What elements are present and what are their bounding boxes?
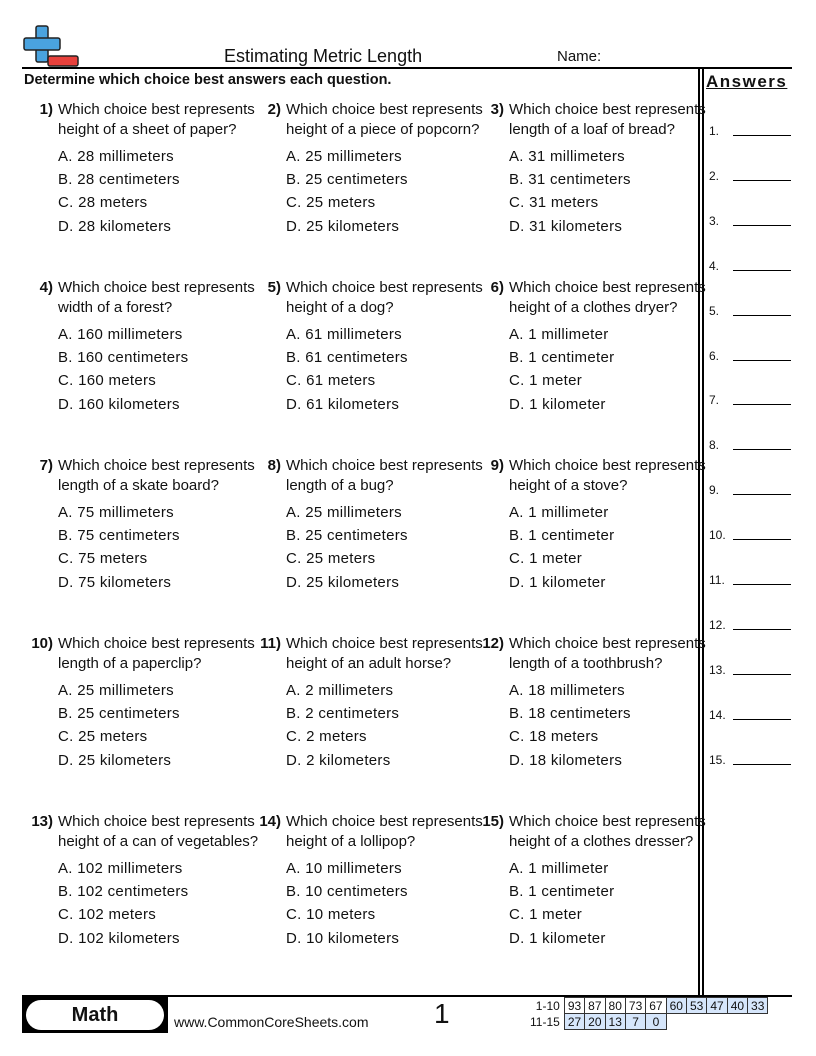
score-cell: 0: [646, 1014, 666, 1030]
answer-choice: C. 25 meters: [58, 728, 148, 746]
question-stem: Which choice best represents length of a loaf of bread?: [509, 101, 706, 138]
answer-choice: D. 160 kilometers: [58, 395, 180, 413]
answer-choice: C. 25 meters: [286, 194, 376, 212]
answer-blank[interactable]: [709, 618, 726, 632]
answer-choice: A. 31 millimeters: [509, 148, 625, 165]
answer-number: 6.: [709, 348, 720, 363]
score-cell: 33: [748, 998, 768, 1014]
answer-underline[interactable]: [733, 719, 791, 720]
answer-choice: B. 2 centimeters: [286, 705, 400, 723]
question-stem: Which choice best represents height of a can of vegetables?: [58, 813, 259, 850]
page-number: 1: [434, 998, 450, 1029]
score-row-label: 1-10: [535, 998, 560, 1013]
website-link[interactable]: www.CommonCoreSheets.com: [174, 1014, 369, 1030]
question-stem: Which choice best represents length of a skate board?: [58, 457, 255, 494]
answer-underline[interactable]: [733, 629, 791, 630]
answer-choice: B. 10 centimeters: [286, 883, 408, 901]
plus-minus-logo-icon: [22, 24, 80, 68]
answer-blank[interactable]: [709, 259, 719, 273]
score-cell: 93: [564, 998, 584, 1014]
question-number: 8): [267, 457, 281, 474]
answer-choice: B. 1 centimeter: [509, 527, 615, 545]
answer-choice: A. 61 millimeters: [286, 326, 402, 343]
answer-blank[interactable]: [709, 438, 719, 452]
question-3: [490, 100, 731, 238]
question-number: 5): [267, 279, 281, 296]
subject-label: Math: [26, 1000, 164, 1030]
answer-choice: A. 75 millimeters: [58, 504, 174, 521]
question-14: [259, 812, 508, 950]
question-12: [482, 634, 731, 772]
answer-choice: B. 61 centimeters: [286, 349, 408, 367]
answer-choice: A. 102 millimeters: [58, 860, 183, 877]
question-9: [490, 456, 731, 594]
question-number: 7): [39, 457, 53, 474]
question-5: [267, 278, 508, 416]
choice-list: [58, 679, 280, 772]
answer-number: 4.: [709, 258, 720, 273]
answer-choice: B. 102 centimeters: [58, 883, 189, 901]
answer-choice: A. 2 millimeters: [286, 682, 394, 699]
choice-list: [286, 501, 508, 594]
answer-choice: D. 2 kilometers: [286, 751, 391, 769]
answer-underline[interactable]: [733, 449, 791, 450]
question-stem: Which choice best represents height of a sheet of paper?: [58, 101, 255, 138]
answer-choice: C. 2 meters: [286, 728, 367, 746]
score-cell: 80: [605, 998, 625, 1014]
answer-choice: A. 18 millimeters: [509, 682, 625, 699]
answer-choice: C. 1 meter: [509, 906, 583, 924]
answer-choice: A. 1 millimeter: [509, 326, 609, 343]
score-table: [527, 997, 768, 1030]
choice-list: [286, 679, 508, 772]
question-stem: Which choice best represents length of a toothbrush?: [509, 635, 706, 672]
answer-underline[interactable]: [733, 584, 791, 585]
answer-underline[interactable]: [733, 180, 791, 181]
question-number: 3): [490, 101, 504, 118]
answer-choice: C. 18 meters: [509, 728, 599, 746]
answer-choice: D. 1 kilometer: [509, 395, 606, 413]
answer-number: 8.: [709, 438, 720, 453]
answer-underline[interactable]: [733, 225, 791, 226]
choice-list: [286, 323, 508, 416]
answer-choice: D. 1 kilometer: [509, 929, 606, 947]
answer-choice: C. 102 meters: [58, 906, 157, 924]
score-row-label: 11-15: [530, 1014, 560, 1029]
answer-choice: C. 25 meters: [286, 550, 376, 568]
score-cell: 87: [585, 998, 605, 1014]
answer-number: 9.: [709, 483, 720, 498]
choice-list: [58, 145, 280, 238]
answer-number: 2.: [709, 168, 720, 183]
question-stem: Which choice best represents width of a forest?: [58, 279, 255, 316]
question-stem: Which choice best represents length of a paperclip?: [58, 635, 255, 672]
answer-number: 12.: [709, 617, 726, 632]
answer-choice: C. 31 meters: [509, 194, 599, 212]
score-cell: 20: [585, 1014, 605, 1030]
score-cell: 13: [605, 1014, 625, 1030]
answer-choice: C. 10 meters: [286, 906, 376, 924]
answer-number: 11.: [709, 573, 725, 587]
question-stem: Which choice best represents height of an adult horse?: [286, 635, 483, 672]
question-number: 9): [490, 457, 504, 474]
answer-choice: A. 160 millimeters: [58, 326, 183, 343]
question-stem: Which choice best represents height of a piece of popcorn?: [286, 101, 483, 138]
answer-choice: A. 25 millimeters: [286, 148, 402, 165]
question-7: [39, 456, 280, 594]
answer-choice: A. 28 millimeters: [58, 148, 174, 165]
question-stem: Which choice best represents height of a dog?: [286, 279, 483, 316]
question-number: 15): [482, 813, 504, 830]
question-stem: Which choice best represents height of a stove?: [509, 457, 706, 494]
answer-choice: A. 25 millimeters: [58, 682, 174, 699]
answer-choice: D. 18 kilometers: [509, 751, 623, 769]
question-stem: Which choice best represents height of a lollipop?: [286, 813, 483, 850]
answer-underline[interactable]: [733, 494, 791, 495]
answer-choice: B. 28 centimeters: [58, 171, 180, 189]
instructions: Determine which choice best answers each question.: [24, 72, 392, 88]
score-cell: 40: [727, 998, 747, 1014]
score-cell: 27: [564, 1014, 584, 1030]
choice-list: [286, 145, 508, 238]
answer-choice: C. 61 meters: [286, 372, 376, 390]
choice-list: [58, 501, 280, 594]
question-15: [482, 812, 731, 950]
question-number: 1): [39, 101, 53, 118]
name-label: Name:: [557, 48, 602, 65]
choice-list: [286, 857, 508, 950]
answer-choice: D. 25 kilometers: [58, 751, 172, 769]
header-divider: [22, 67, 792, 69]
answer-choice: A. 1 millimeter: [509, 504, 609, 521]
answer-number: 3.: [709, 213, 720, 228]
choice-list: [509, 323, 731, 416]
worksheet-title: Estimating Metric Length: [224, 46, 423, 66]
answer-choice: D. 1 kilometer: [509, 573, 606, 591]
question-number: 11): [260, 635, 281, 652]
answer-number: 1.: [709, 124, 720, 138]
answer-number: 13.: [709, 662, 726, 677]
score-cell: 73: [625, 998, 645, 1014]
answers-heading: Answers: [706, 72, 788, 91]
question-stem: Which choice best represents height of a clothes dresser?: [509, 813, 706, 850]
answer-choice: B. 75 centimeters: [58, 527, 180, 545]
answer-number: 14.: [709, 707, 726, 722]
answer-choice: B. 25 centimeters: [286, 171, 408, 189]
answer-choice: B. 160 centimeters: [58, 349, 189, 367]
choice-list: [509, 501, 731, 594]
score-cell: 47: [707, 998, 727, 1014]
question-stem: Which choice best represents height of a clothes dryer?: [509, 279, 706, 316]
question-number: 13): [31, 813, 53, 830]
answer-choice: D. 25 kilometers: [286, 217, 400, 235]
choice-list: [58, 323, 280, 416]
answer-number: 15.: [709, 752, 726, 767]
answer-underline[interactable]: [733, 135, 791, 136]
answer-underline[interactable]: [733, 764, 791, 765]
question-1: [39, 100, 280, 238]
answer-choice: D. 10 kilometers: [286, 929, 400, 947]
answer-choice: B. 18 centimeters: [509, 705, 631, 723]
question-number: 4): [39, 279, 53, 296]
question-13: [31, 812, 280, 950]
score-cell: 67: [646, 998, 666, 1014]
question-number: 6): [490, 279, 504, 296]
question-stem: Which choice best represents length of a bug?: [286, 457, 483, 494]
question-11: [260, 634, 508, 772]
question-number: 12): [482, 635, 504, 652]
answer-underline[interactable]: [733, 270, 791, 271]
answer-underline[interactable]: [733, 315, 791, 316]
answer-choice: C. 1 meter: [509, 550, 583, 568]
question-10: [31, 634, 280, 772]
answer-choice: C. 75 meters: [58, 550, 148, 568]
answer-underline[interactable]: [733, 674, 791, 675]
answer-choice: A. 1 millimeter: [509, 860, 609, 877]
score-cell: 53: [686, 998, 706, 1014]
answer-underline[interactable]: [733, 539, 791, 540]
answer-underline[interactable]: [733, 404, 791, 405]
answer-choice: D. 75 kilometers: [58, 573, 172, 591]
question-number: 10): [31, 635, 53, 652]
answer-choice: D. 31 kilometers: [509, 217, 623, 235]
score-cell: 60: [666, 998, 686, 1014]
subject-badge: [22, 997, 168, 1033]
choice-list: [58, 857, 280, 950]
answer-choice: A. 25 millimeters: [286, 504, 402, 521]
question-6: [490, 278, 731, 416]
choice-list: [509, 679, 731, 772]
question-number: 2): [267, 101, 281, 118]
question-4: [39, 278, 280, 416]
answer-number: 10.: [709, 528, 726, 543]
answer-choice: B. 25 centimeters: [58, 705, 180, 723]
answer-choice: B. 31 centimeters: [509, 171, 631, 189]
question-number: 14): [259, 813, 281, 830]
choice-list: [509, 857, 731, 950]
answer-choice: C. 1 meter: [509, 372, 583, 390]
question-8: [267, 456, 508, 594]
answer-choice: D. 102 kilometers: [58, 929, 180, 947]
answer-choice: D. 25 kilometers: [286, 573, 400, 591]
question-2: [267, 100, 508, 238]
answer-choice: B. 25 centimeters: [286, 527, 408, 545]
answer-underline[interactable]: [733, 360, 791, 361]
answer-number: 5.: [709, 303, 720, 318]
score-cell: 7: [625, 1014, 645, 1030]
answer-number: 7.: [709, 393, 720, 408]
answer-choice: D. 61 kilometers: [286, 395, 400, 413]
answer-choice: A. 10 millimeters: [286, 860, 402, 877]
choice-list: [509, 145, 731, 238]
answer-choice: B. 1 centimeter: [509, 883, 615, 901]
answer-choice: C. 28 meters: [58, 194, 148, 212]
answer-choice: D. 28 kilometers: [58, 217, 172, 235]
answer-choice: B. 1 centimeter: [509, 349, 615, 367]
answer-choice: C. 160 meters: [58, 372, 157, 390]
